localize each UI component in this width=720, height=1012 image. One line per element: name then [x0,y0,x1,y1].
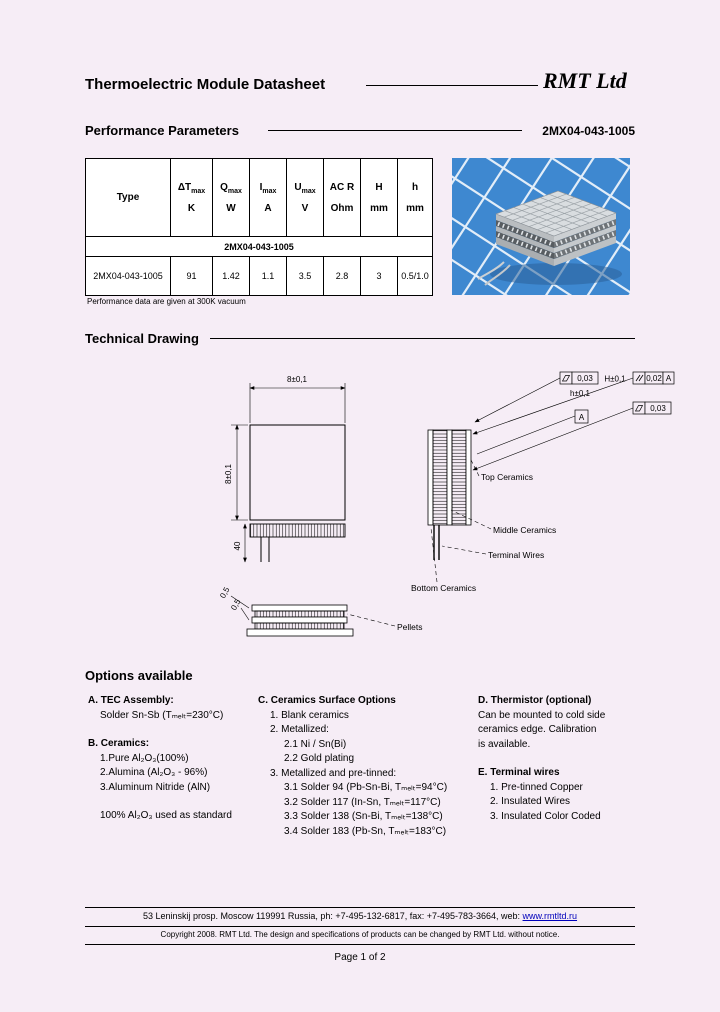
cell-umax: 3.5 [287,257,324,296]
footer-address [85,911,635,921]
table-header-row [86,159,433,237]
option-title-b: B. Ceramics: [88,738,150,749]
option-line: Can be mounted to cold side [478,709,606,721]
dim-height [224,425,248,520]
option-line: 1. Blank ceramics [270,709,349,721]
col-header-type: Type [86,159,171,237]
svg-text:A: A [578,413,585,422]
parallelism-frame [633,372,674,384]
footer-rule-bottom [85,944,635,945]
website-link[interactable]: www.rmtltd.ru [522,911,578,921]
options-column-d [478,694,643,824]
side-view [250,524,345,562]
technical-drawing [185,362,675,662]
part-number: 2MX04-043-1005 [542,124,635,138]
option-line: Solder Sn-Sb (Tₘₑₗₜ=230°C) [100,709,224,721]
options-heading: Options available [85,668,193,683]
option-line: 3.Aluminum Nitride (AlN) [100,781,211,793]
dim-width [250,375,345,423]
footer-rule-top [85,907,635,908]
table-group-row [86,237,433,257]
cell-imax: 1.1 [250,257,287,296]
bottom-view-dims [218,585,249,620]
module-photo [452,158,630,295]
cross-section [428,430,471,560]
option-title-a: A. TEC Assembly: [88,695,174,706]
option-line: 3.4 Solder 183 (Pb-Sn, Tₘₑₗₜ=183°C) [284,825,447,837]
option-line: 1.Pure Al₂O₃(100%) [100,752,189,764]
footer-copyright: Copyright 2008. RMT Ltd. The design and specifications of products can be changed by RMT Ltd. without notice. [160,930,560,939]
drawing-rule [210,338,635,339]
page-number: Page 1 of 2 [334,952,386,963]
option-line: 2.2 Gold plating [284,753,355,764]
svg-text:0,03: 0,03 [577,374,593,383]
options-column-a [88,694,253,824]
cell-dtmax: 91 [171,257,213,296]
option-line: 2. Metallized: [270,724,329,735]
option-line: 1. Pre-tinned Copper [490,781,583,793]
label-top-ceramics: Top Ceramics [481,472,533,482]
option-line: 2. Insulated Wires [490,796,571,807]
option-note: 100% Al₂O₃ used as standard [100,810,232,821]
option-line: 3.1 Solder 94 (Pb-Sn-Bi, Tₘₑₗₜ=94°C) [284,782,448,793]
svg-text:A: A [665,374,672,383]
label-bottom-ceramics: Bottom Ceramics [411,583,477,593]
col-header-dtmax: $\Delta T_{max}$ K [171,159,213,237]
tolerance-frames [473,372,674,470]
label-terminal-wires: Terminal Wires [488,550,545,560]
option-line: 3.3 Solder 138 (Sn-Bi, Tₘₑₗₜ=138°C) [284,811,443,822]
option-title-d: D. Thermistor (optional) [478,695,592,706]
options-column-c [258,694,473,839]
table-row [86,257,433,296]
performance-rule [268,130,522,131]
cell-acr: 2.8 [324,257,361,296]
cell-H: 3 [361,257,398,296]
label-middle-ceramics: Middle Ceramics [493,525,557,535]
option-line: is available. [478,738,531,750]
col-header-acr: AC R Ohm [324,159,361,237]
svg-text:0,02: 0,02 [646,374,662,383]
option-line: 2.Alumina (Al₂O₃ - 96%) [100,767,208,778]
option-line: ceramics edge. Calibration [478,724,597,735]
svg-text:8±0,1: 8±0,1 [224,464,233,484]
footer-rule-mid [85,926,635,927]
group-row-label: 2MX04-043-1005 [86,237,433,257]
option-line: 2.1 Ni / Sn(Bi) [284,738,347,750]
col-header-h: h mm [398,159,433,237]
option-line: 3. Metallized and pre-tinned: [270,767,397,779]
option-line: 3.2 Solder 117 (In-Sn, Tₘₑₗₜ=117°C) [284,796,441,808]
dim-h-label: h±0,1 [570,389,590,398]
footer-address-text: 53 Leninskij prosp. Moscow 119991 Russia, ph: +7-495-132-6817, fax: +7-495-783-3664, web: [142,911,523,921]
col-header-H: H mm [361,159,398,237]
flatness-frame-1 [560,372,598,384]
option-title-e: E. Terminal wires [478,767,560,778]
page-title: Thermoelectric Module Datasheet [85,76,326,93]
svg-text:0,03: 0,03 [650,404,666,413]
performance-table [85,158,433,296]
option-line: 3. Insulated Color Coded [490,810,601,822]
drawing-heading: Technical Drawing [85,331,199,346]
cell-type: 2MX04-043-1005 [86,257,171,296]
cell-h: 0.5/1.0 [398,257,433,296]
brand-logo: RMT Ltd [543,68,627,93]
svg-text:0,5: 0,5 [218,585,232,600]
dim-wire-length [233,524,245,562]
table-footnote: Performance data are given at 300K vacuum [87,297,246,306]
bottom-view [247,605,353,636]
datum-flag [575,410,588,423]
svg-text:8±0,1: 8±0,1 [287,375,307,384]
col-header-qmax: $Q_{max}$ W [213,159,250,237]
dim-H-label: H±0,1 [604,374,626,384]
label-pellets: Pellets [397,622,423,632]
option-title-c: C. Ceramics Surface Options [258,695,396,706]
col-header-imax: $I_{max}$ A [250,159,287,237]
header-rule [366,85,538,86]
flatness-frame-2 [633,402,671,414]
svg-text:40: 40 [233,541,242,551]
top-view [250,425,345,520]
svg-text:0,5: 0,5 [229,597,243,612]
performance-heading: Performance Parameters [85,123,239,138]
cell-qmax: 1.42 [213,257,250,296]
col-header-umax: $U_{max}$ V [287,159,324,237]
